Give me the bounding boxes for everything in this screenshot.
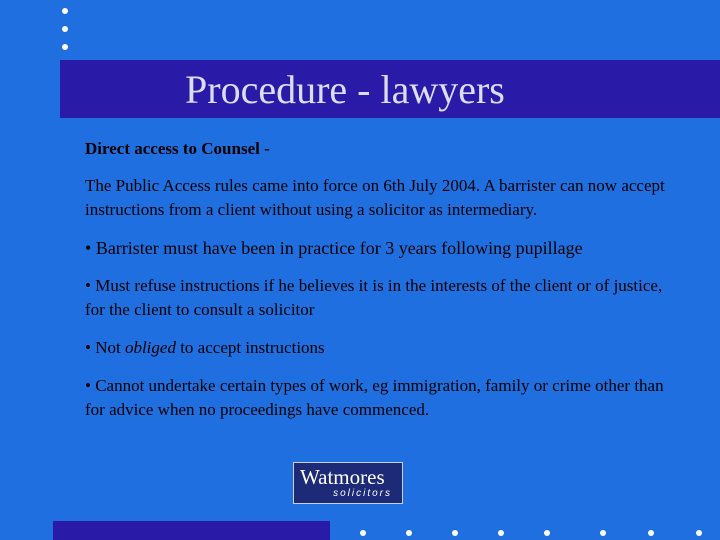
slide-body [85, 138, 685, 436]
decor-dot [648, 530, 654, 536]
bullet-emphasis: obliged [124, 338, 176, 357]
bullet-glyph: • [85, 338, 91, 357]
bullet-glyph: • [85, 376, 91, 395]
bullet-glyph: • [85, 238, 92, 258]
decor-dot [62, 44, 68, 50]
bullet-text-before: Not [95, 338, 125, 357]
bullet-text: Barrister must have been in practice for 3 years following pupillage [95, 238, 583, 258]
decor-dot [498, 530, 504, 536]
slide-title: Procedure - lawyers [185, 67, 505, 112]
bullet-point [85, 274, 685, 322]
bullet-point [85, 236, 685, 260]
decor-dot [406, 530, 412, 536]
bullet-text: Cannot undertake certain types of work, eg immigration, family or crime other than for advice when no proceedings have commenced. [85, 376, 664, 419]
bullet-glyph: • [85, 276, 91, 295]
bullet-point [85, 336, 685, 360]
bullet-text: Must refuse instructions if he believes it is in the interests of the client or of justice, for the client to consult a solicitor [85, 276, 663, 319]
subheading: Direct access to Counsel - [85, 139, 270, 158]
decor-dot [62, 8, 68, 14]
decor-dot [696, 530, 702, 536]
decor-dot [62, 26, 68, 32]
title-bar [60, 60, 720, 118]
decor-dot [600, 530, 606, 536]
bottom-bar [53, 521, 330, 540]
bullet-text-after: to accept instructions [175, 338, 325, 357]
decor-dot [544, 530, 550, 536]
bullet-point [85, 374, 685, 422]
decor-dot [360, 530, 366, 536]
logo-tagline: solicitors [333, 488, 392, 499]
intro-paragraph: The Public Access rules came into force on 6th July 2004. A barrister can now accept instructions from a client without using a solicitor as intermediary. [85, 176, 665, 219]
decor-dot [452, 530, 458, 536]
company-logo [293, 462, 403, 504]
logo-name: Watmores [300, 465, 385, 489]
